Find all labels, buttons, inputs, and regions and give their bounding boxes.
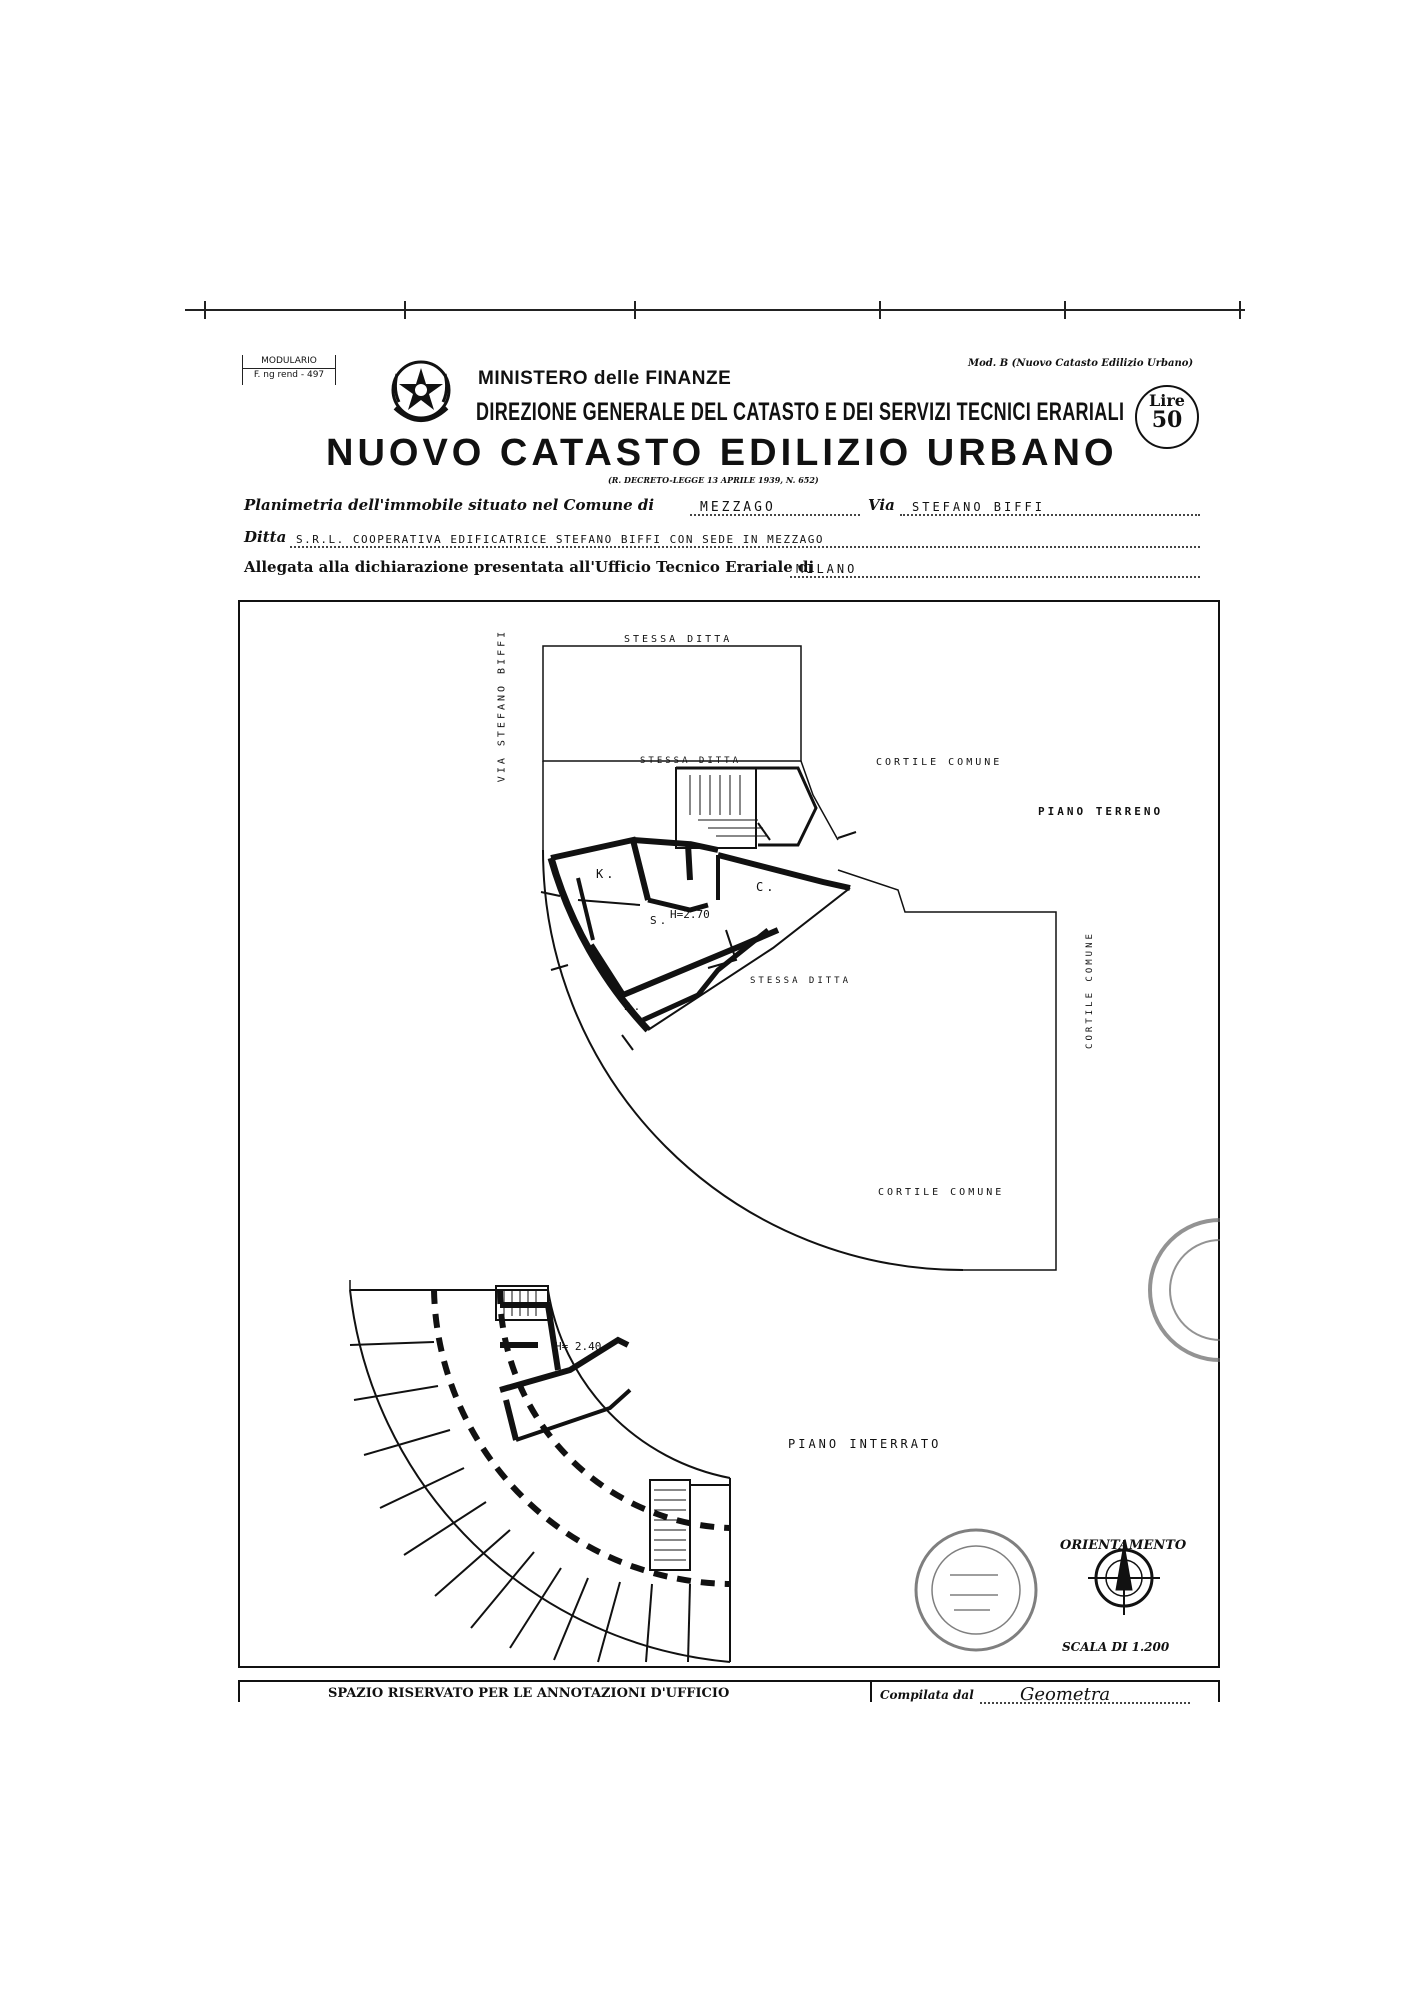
office-stamp-icon bbox=[916, 1530, 1036, 1650]
room-c-label: C. bbox=[756, 880, 777, 894]
piano-interrato-label: PIANO INTERRATO bbox=[788, 1437, 942, 1451]
edge-stamp-icon bbox=[1150, 1220, 1220, 1360]
registration-line bbox=[185, 295, 1245, 325]
room-b-label: B. bbox=[624, 1000, 644, 1013]
via-field bbox=[900, 496, 1200, 516]
spazio-riservato-label: SPAZIO RISERVATO PER LE ANNOTAZIONI D'UFFICIO bbox=[328, 1686, 730, 1701]
height-ground-label: H=2.70 bbox=[670, 908, 710, 921]
ground-floor-plan bbox=[541, 646, 1056, 1270]
piano-terreno-label: PIANO TERRENO bbox=[1038, 805, 1164, 818]
compilata-label: Compilata dal bbox=[880, 1688, 974, 1702]
height-basement-label: H= 2.40 bbox=[555, 1340, 602, 1353]
comune-value: MEZZAGO bbox=[700, 500, 776, 515]
decree-reference: (R. DECRETO-LEGGE 13 APRILE 1939, N. 652) bbox=[608, 475, 819, 485]
stessa-ditta-top-label: STESSA DITTA bbox=[624, 634, 733, 645]
lire-stamp bbox=[1135, 385, 1199, 449]
planimetria-label: Planimetria dell'immobile situato nel Comune di bbox=[244, 496, 655, 514]
comune-field bbox=[690, 496, 860, 516]
compilata-value: Geometra bbox=[1020, 1684, 1111, 1705]
lire-value: 50 bbox=[1151, 407, 1183, 433]
basement-plan bbox=[350, 1280, 730, 1662]
compilata-field bbox=[980, 1684, 1190, 1704]
orientamento-label: ORIENTAMENTO bbox=[1060, 1538, 1187, 1553]
allegata-label: Allegata alla dichiarazione presentata all'Ufficio Tecnico Erariale di bbox=[244, 558, 815, 576]
room-s-label: S. bbox=[650, 914, 670, 927]
via-value: STEFANO BIFFI bbox=[912, 500, 1045, 514]
ufficio-value: MILANO bbox=[796, 562, 858, 576]
footer-divider bbox=[870, 1680, 872, 1702]
cortile-comune-top-label: CORTILE COMUNE bbox=[876, 757, 1003, 768]
ministry-title: MINISTERO delle FINANZE bbox=[478, 368, 732, 389]
modulario-code: F. ng rend - 497 bbox=[253, 370, 325, 380]
ufficio-field bbox=[790, 558, 1200, 578]
document-title: NUOVO CATASTO EDILIZIO URBANO bbox=[326, 432, 1118, 474]
directorate-title: DIREZIONE GENERALE DEL CATASTO E DEI SERVIZI TECNICI ERARIALI bbox=[476, 398, 1125, 426]
ditta-field bbox=[290, 528, 1200, 548]
scala-label: SCALA DI 1.200 bbox=[1062, 1640, 1170, 1654]
cortile-comune-side-label: CORTILE COMUNE bbox=[1085, 931, 1095, 1049]
via-label: Via bbox=[868, 496, 895, 514]
modulario-box bbox=[242, 355, 336, 385]
ditta-value: S.R.L. COOPERATIVA EDIFICATRICE STEFANO BIFFI CON SEDE IN MEZZAGO bbox=[296, 533, 824, 546]
ditta-label: Ditta bbox=[244, 528, 287, 546]
cortile-comune-bottom-label: CORTILE COMUNE bbox=[878, 1187, 1005, 1198]
state-emblem-icon bbox=[385, 352, 457, 428]
room-k-label: K. bbox=[596, 867, 617, 881]
stessa-ditta-right-label: STESSA DITTA bbox=[750, 976, 852, 986]
mod-reference: Mod. B (Nuovo Catasto Edilizio Urbano) bbox=[968, 358, 1194, 369]
stessa-ditta-mid-label: STESSA DITTA bbox=[640, 756, 742, 766]
lire-label: Lire bbox=[1149, 391, 1185, 410]
via-stefano-biffi-label: VIA STEFANO BIFFI bbox=[496, 628, 508, 783]
modulario-label: MODULARIO bbox=[243, 355, 335, 369]
